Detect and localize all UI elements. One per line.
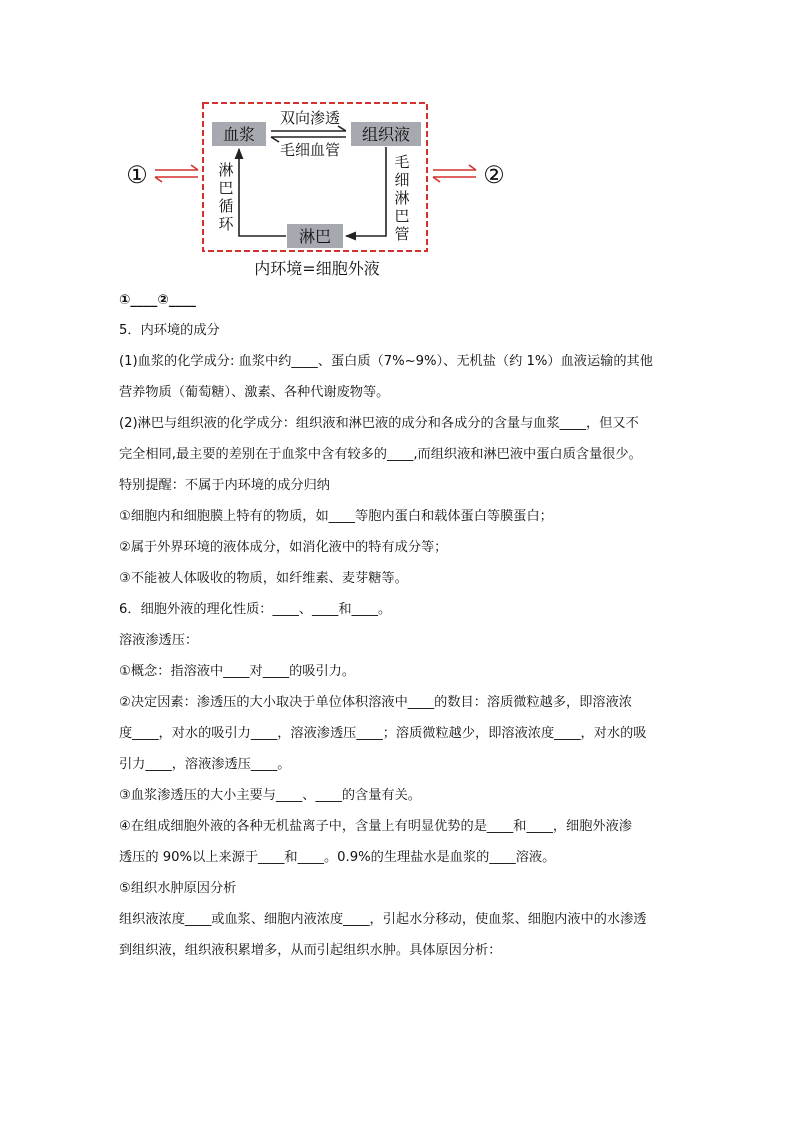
text-line: 特别提醒：不属于内环境的成分归纳 <box>119 478 330 493</box>
capillary-label: 毛细血管 <box>279 141 341 159</box>
text-line: ②属于外界环境的液体成分，如消化液中的特有成分等； <box>119 540 448 555</box>
marker-1: ① <box>126 161 148 189</box>
text-line: 到组织液，组织液积累增多，从而引起组织水肿。具体原因分析： <box>119 943 502 958</box>
capillary-lymph-text <box>394 153 409 243</box>
text-line: 溶液渗透压： <box>119 633 199 648</box>
text-line: 引力____，溶液渗透压____。 <box>119 757 291 772</box>
text-line: ②决定因素：渗透压的大小取决于单位体积溶液中____的数目：溶质微粒越多，即溶液浓 <box>119 695 632 710</box>
text-line: (2)淋巴与组织液的化学成分：组织液和淋巴液的成分和各成分的含量与血浆____，但又不 <box>119 416 639 431</box>
text-line: ④在组成细胞外液的各种无机盐离子中，含量上有明显优势的是____和____，细胞外液渗 <box>119 819 632 834</box>
exchange-arrows <box>271 126 346 142</box>
svg-text:淋: 淋 <box>218 161 234 179</box>
lymph-label: 淋巴 <box>298 227 332 246</box>
text-line: (1)血浆的化学成分: 血浆中约____、蛋白质（7%~9%）、无机盐（约 1%）血液运输的其他 <box>119 354 653 369</box>
answer-blanks-line: ①____②____ <box>119 292 196 308</box>
svg-text:巴: 巴 <box>394 207 410 225</box>
text-line: ⑤组织水肿原因分析 <box>119 881 237 896</box>
internal-environment-diagram <box>0 0 794 290</box>
text-line: 完全相同,最主要的差别在于血浆中含有较多的____,而组织液和淋巴液中蛋白质含量很少。 <box>119 447 642 462</box>
text-line: 组织液浓度____或血浆、细胞内液浓度____，引起水分移动，使血浆、细胞内液中的水渗透 <box>119 912 647 927</box>
section-6-heading: 6．细胞外液的理化性质：____、____和____。 <box>119 602 392 617</box>
svg-text:巴: 巴 <box>218 179 234 197</box>
text-line: ③血浆渗透压的大小主要与____、____的含量有关。 <box>119 788 421 803</box>
svg-text:环: 环 <box>218 215 234 233</box>
plasma-label: 血浆 <box>222 125 256 144</box>
left-equilibrium-arrow <box>155 165 198 182</box>
svg-text:毛: 毛 <box>394 153 410 171</box>
diagram-caption: 内环境=细胞外液 <box>254 259 380 278</box>
bidirectional-osmosis-label: 双向渗透 <box>279 109 341 127</box>
right-equilibrium-arrow <box>433 165 476 182</box>
text-line: 度____，对水的吸引力____，溶液渗透压____；溶质微粒越少，即溶液浓度____，对水的吸 <box>119 726 647 741</box>
text-line: 透压的 90%以上来源于____和____。0.9%的生理盐水是血浆的____溶液。 <box>119 850 556 865</box>
text-line: 营养物质（葡萄糖）、激素、各种代谢废物等。 <box>119 385 390 400</box>
lymph-circulation-arrow <box>239 149 286 236</box>
capillary-lymph-arrow <box>346 147 386 236</box>
marker-2: ② <box>483 161 505 189</box>
tissue-fluid-label: 组织液 <box>361 125 411 144</box>
text-line: ①概念：指溶液中____对____的吸引力。 <box>119 664 356 679</box>
svg-text:循: 循 <box>218 197 234 215</box>
text-line: ①细胞内和细胞膜上特有的物质，如____等胞内蛋白和载体蛋白等膜蛋白； <box>119 509 553 524</box>
svg-text:管: 管 <box>394 225 410 243</box>
svg-text:细: 细 <box>394 171 410 189</box>
svg-text:淋: 淋 <box>394 189 410 207</box>
lymph-circulation-text <box>218 161 234 233</box>
text-line: ③不能被人体吸收的物质，如纤维素、麦芽糖等。 <box>119 571 408 586</box>
section-5-heading: 5．内环境的成分 <box>119 323 220 338</box>
